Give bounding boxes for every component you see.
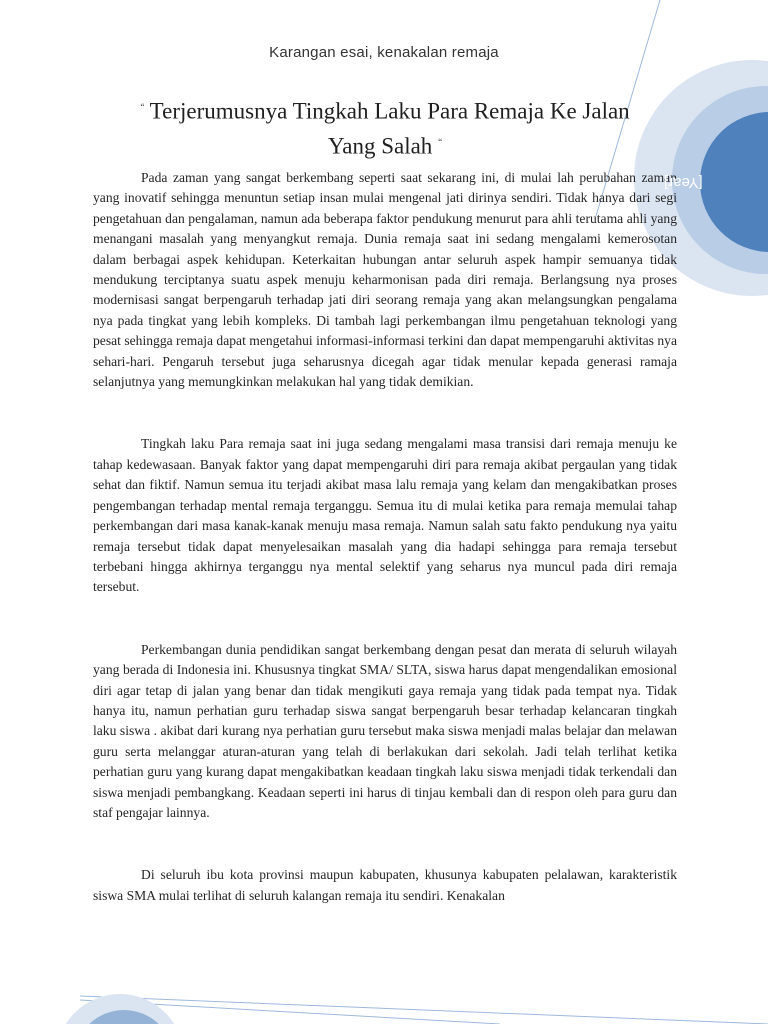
paragraph-2: Tingkah laku Para remaja saat ini juga sedang mengalami masa transisi dari remaja menuju ke tahap kedewasaan. Banyak faktor yang dapat mempengaruhi diri para remaja akibat pergaulan yang tidak sehat dan fiktif. Namun semua itu terjadi akibat masa lalu remaja yang kelam dan mengakibatkan proses pengembangan terhadap mental remaja terganggu. Semua itu di mulai ketika para remaja memulai tahap perkembangan dari masa kanak-kanak menuju masa remaja. Namun salah satu fakto pendukung nya yaitu remaja tersebut tidak dapat menyelesaikan masalah yang dia hadapi sehingga para remaja tersebut terbebani hingga akhirnya terganggu nya mental selektif yang seharus nya muncul pada diri remaja tersebut.	[93, 436, 677, 595]
page-header: Karangan esai, kenakalan remaja	[269, 44, 499, 61]
document-title	[100, 92, 670, 161]
title-open-quote: “	[140, 102, 145, 112]
paragraph-4: Di seluruh ibu kota provinsi maupun kabupaten, khusunya kabupaten pelalawan, karakteristik siswa SMA mulai terlihat di seluruh kalangan remaja itu sendiri. Kenakalan	[93, 867, 677, 903]
title-close-quote: “	[438, 136, 443, 147]
title-line-1: Terjerumusnya Tingkah Laku Para Remaja Ke Jalan	[149, 98, 630, 124]
year-placeholder[interactable]: [Year]	[664, 174, 703, 191]
paragraph-3: Perkembangan dunia pendidikan sangat berkembang dengan pesat dan merata di seluruh wilayah yang berada di Indonesia ini. Khususnya tingkat SMA/ SLTA, siswa harus dapat mengendalikan emosional diri agar tetap di jalan yang benar dan tidak mengikuti gaya remaja yang tidak pada tempat nya. Tidak hanya itu, namun perhatian guru terhadap siswa sangat berpengaruh besar terhadap kelancaran tingkah laku siswa . akibat dari kurang nya perhatian guru tersebut maka siswa menjadi malas belajar dan melawan guru serta melanggar aturan-aturan yang telah di berlakukan dari sekolah. Jadi telah terlihat ketika perhatian guru yang kurang dapat mengakibatkan keadaan tingkah laku siswa menjadi tidak terkendali dan siswa menjadi pembangkang. Keadaan seperti ini harus di tinjau kembali dan di respon oleh para guru dan staf pengajar lainnya.	[93, 641, 677, 820]
paragraph-1: Pada zaman yang sangat berkembang seperti saat sekarang ini, di mulai lah perubahan zaman yang inovatif sehingga menuntun setiap insan mulai mengenal jati dirinya sendiri. Tidak hanya dari segi pengetahuan dan pengalaman, namun ada beberapa faktor pendukung menurut para ahli terutama ahli yang menangani masalah yang menyangkut remaja. Dunia remaja saat ini sedang mengalami kemerosotan dalam berbagai aspek kehidupan. Keterkaitan hubungan antar seluruh aspek hampir semuanya tidak mendukung terciptanya suatu aspek menuju keharmonisan pada diri remaja. Berlangsung nya proses modernisasi sangat berpengaruh terhadap jati diri seorang remaja yang akan melangsungkan pengalama nya pada tingkat yang lebih kompleks. Di tambah lagi perkembangan ilmu pengetahuan teknologi yang pesat sehingga remaja dapat mengetahui informasi-informasi terkini dan dapat mempengaruhi aktivitas nya sehari-hari. Pengaruh tersebut juga seharusnya dicegah agar tidak menular kepada generasi ramaja selanjutnya yang memungkinkan melakukan hal yang tidak demikian.	[93, 170, 677, 390]
document-body	[93, 168, 677, 948]
title-line-2: Yang Salah	[327, 133, 433, 159]
